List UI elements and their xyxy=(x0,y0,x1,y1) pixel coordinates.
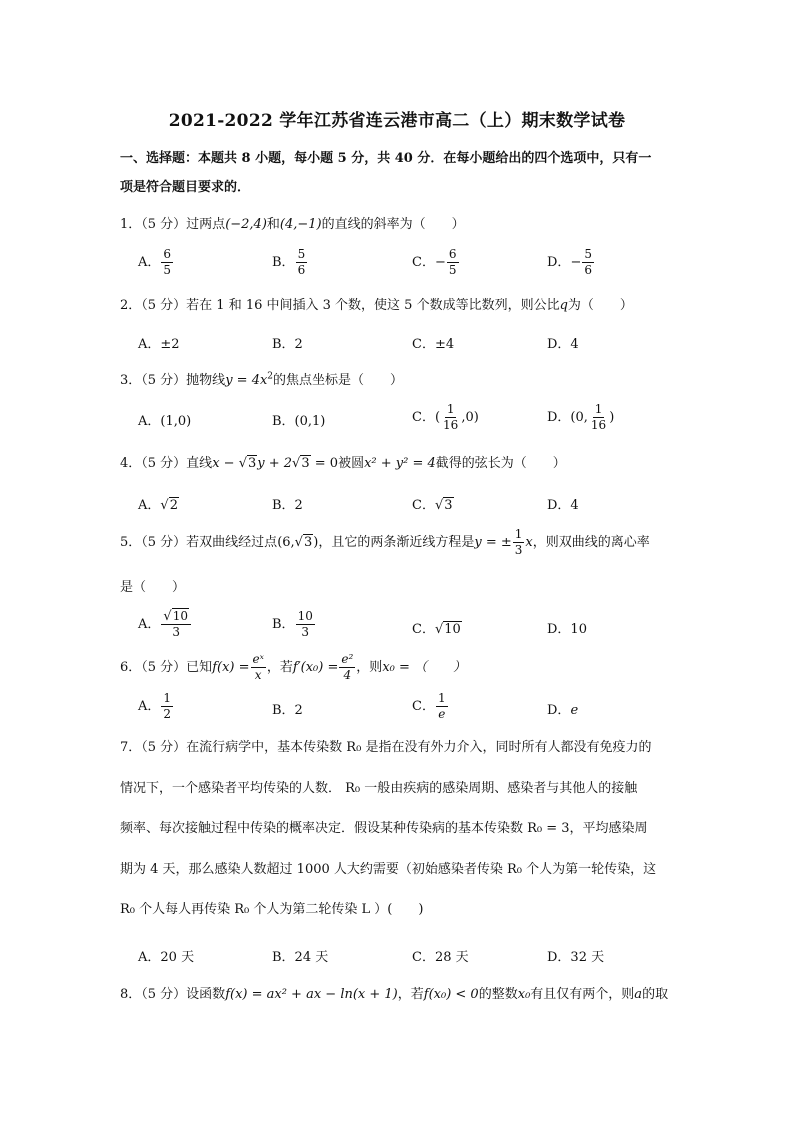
question-2-option-b: B．2 xyxy=(272,337,303,352)
question-2-option-c: C．±4 xyxy=(412,337,455,352)
question-2-option-d: D．4 xyxy=(547,337,579,352)
question-8-stem: 8．（5 分）设函数f(x) = ax² + ax − ln(x + 1)，若f(x₀) < 0的整数x₀有且仅有两个，则a的取 xyxy=(120,987,669,1002)
question-3-option-c: C．( $\frac{1}{16}$ ,0) xyxy=(412,402,479,432)
question-7-line-3: 频率、每次接触过程中传染的概率决定．假设某种传染病的基本传染数 R₀ = 3，平均感染周 xyxy=(120,821,648,836)
question-7-option-c: C．28 天 xyxy=(412,950,469,965)
question-2-stem: 2．（5 分）若在 1 和 16 中间插入 3 个数，使这 5 个数成等比数列，则公比q为（ ） xyxy=(120,298,633,313)
question-3-option-b: B．(0,1) xyxy=(272,414,326,429)
question-3-option-d: D．(0, $\frac{1}{16}$ ) xyxy=(547,402,615,432)
question-6-option-b: B．2 xyxy=(272,703,303,718)
question-1-option-a: A． $\frac{6}{5}$ xyxy=(138,247,172,277)
question-7-line-2: 情况下，一个感染者平均传染的人数． R₀ 一般由疾病的感染周期、感染者与其他人的接触 xyxy=(120,780,638,796)
question-7-option-b: B．24 天 xyxy=(272,950,329,965)
question-3-stem: 3．（5 分）抛物线$y = 4x^2$的焦点坐标是（ ） xyxy=(120,371,404,388)
question-4-stem: 4．（5 分）直线x − √3y + 2√3 = 0被圆x² + y² = 4截得的弦长为（ ） xyxy=(120,456,566,471)
question-7-line-4: 期为 4 天，那么感染人数超过 1000 人大约需要（初始感染者传染 R₀ 个人为第一轮传染，这 xyxy=(120,861,657,877)
question-5-option-c: C．√10 xyxy=(412,622,461,637)
question-7-option-d: D．32 天 xyxy=(547,950,605,965)
question-4-option-d: D．4 xyxy=(547,498,579,513)
question-7-option-a: A．20 天 xyxy=(138,950,195,965)
question-1-option-b: B． $\frac{5}{6}$ xyxy=(272,247,306,277)
section-instructions xyxy=(120,144,680,202)
question-1-option-d: D．− $\frac{5}{6}$ xyxy=(547,247,592,277)
question-3-option-a: A．(1,0) xyxy=(138,414,192,429)
section-line-1: 一、选择题：本题共 8 小题，每小题 5 分，共 40 分．在每小题给出的四个选项中，只有一 xyxy=(120,151,652,166)
question-7-line-1: 7．（5 分）在流行病学中，基本传染数 R₀ 是指在没有外力介入，同时所有人都没有免疫力的 xyxy=(120,740,652,755)
question-7-line-5: R₀ 个人每人再传染 R₀ 个人为第二轮传染 L ）( ) xyxy=(120,902,424,917)
question-5-option-b: B． $\frac{10}{3}$ xyxy=(272,609,313,639)
question-5-option-d: D．10 xyxy=(547,622,587,637)
question-6-option-d: D．e xyxy=(547,703,579,718)
question-1-option-c: C．− $\frac{6}{5}$ xyxy=(412,247,457,277)
section-line-2: 项是符合题目要求的． xyxy=(120,180,251,195)
question-5-stem: 5．（5 分）若双曲线经过点(6,√3)，且它的两条渐近线方程是y = ± $\frac{1}{3}$ x，则双曲线的离心率 xyxy=(120,527,650,557)
question-6-option-a: A． $\frac{1}{2}$ xyxy=(138,691,172,721)
page-title: 2021-2022 学年江苏省连云港市高二（上）期末数学试卷 xyxy=(168,111,626,131)
question-4-option-c: C．√3 xyxy=(412,498,453,513)
question-7-stem xyxy=(120,728,676,931)
question-6-option-c: C． $\frac{1}{e}$ xyxy=(412,691,446,721)
question-5-option-a: A． $\frac{√10}{3}$ xyxy=(138,610,192,639)
question-5-stem-line-2: 是（ ） xyxy=(120,580,186,595)
question-4-option-b: B．2 xyxy=(272,498,303,513)
question-2-option-a: A．±2 xyxy=(138,337,180,352)
question-1-stem: 1．（5 分）过两点(−2,4)和(4,−1)的直线的斜率为（ ） xyxy=(120,217,465,232)
question-6-stem: 6．（5 分）已知f(x) = $\frac{\text{eˣ}}{x}$ ，若f′(x₀) = $\frac{\text{e²}}{4}$ ，则x₀ = （ ） xyxy=(120,652,467,682)
question-4-option-a: A．√2 xyxy=(138,498,178,513)
